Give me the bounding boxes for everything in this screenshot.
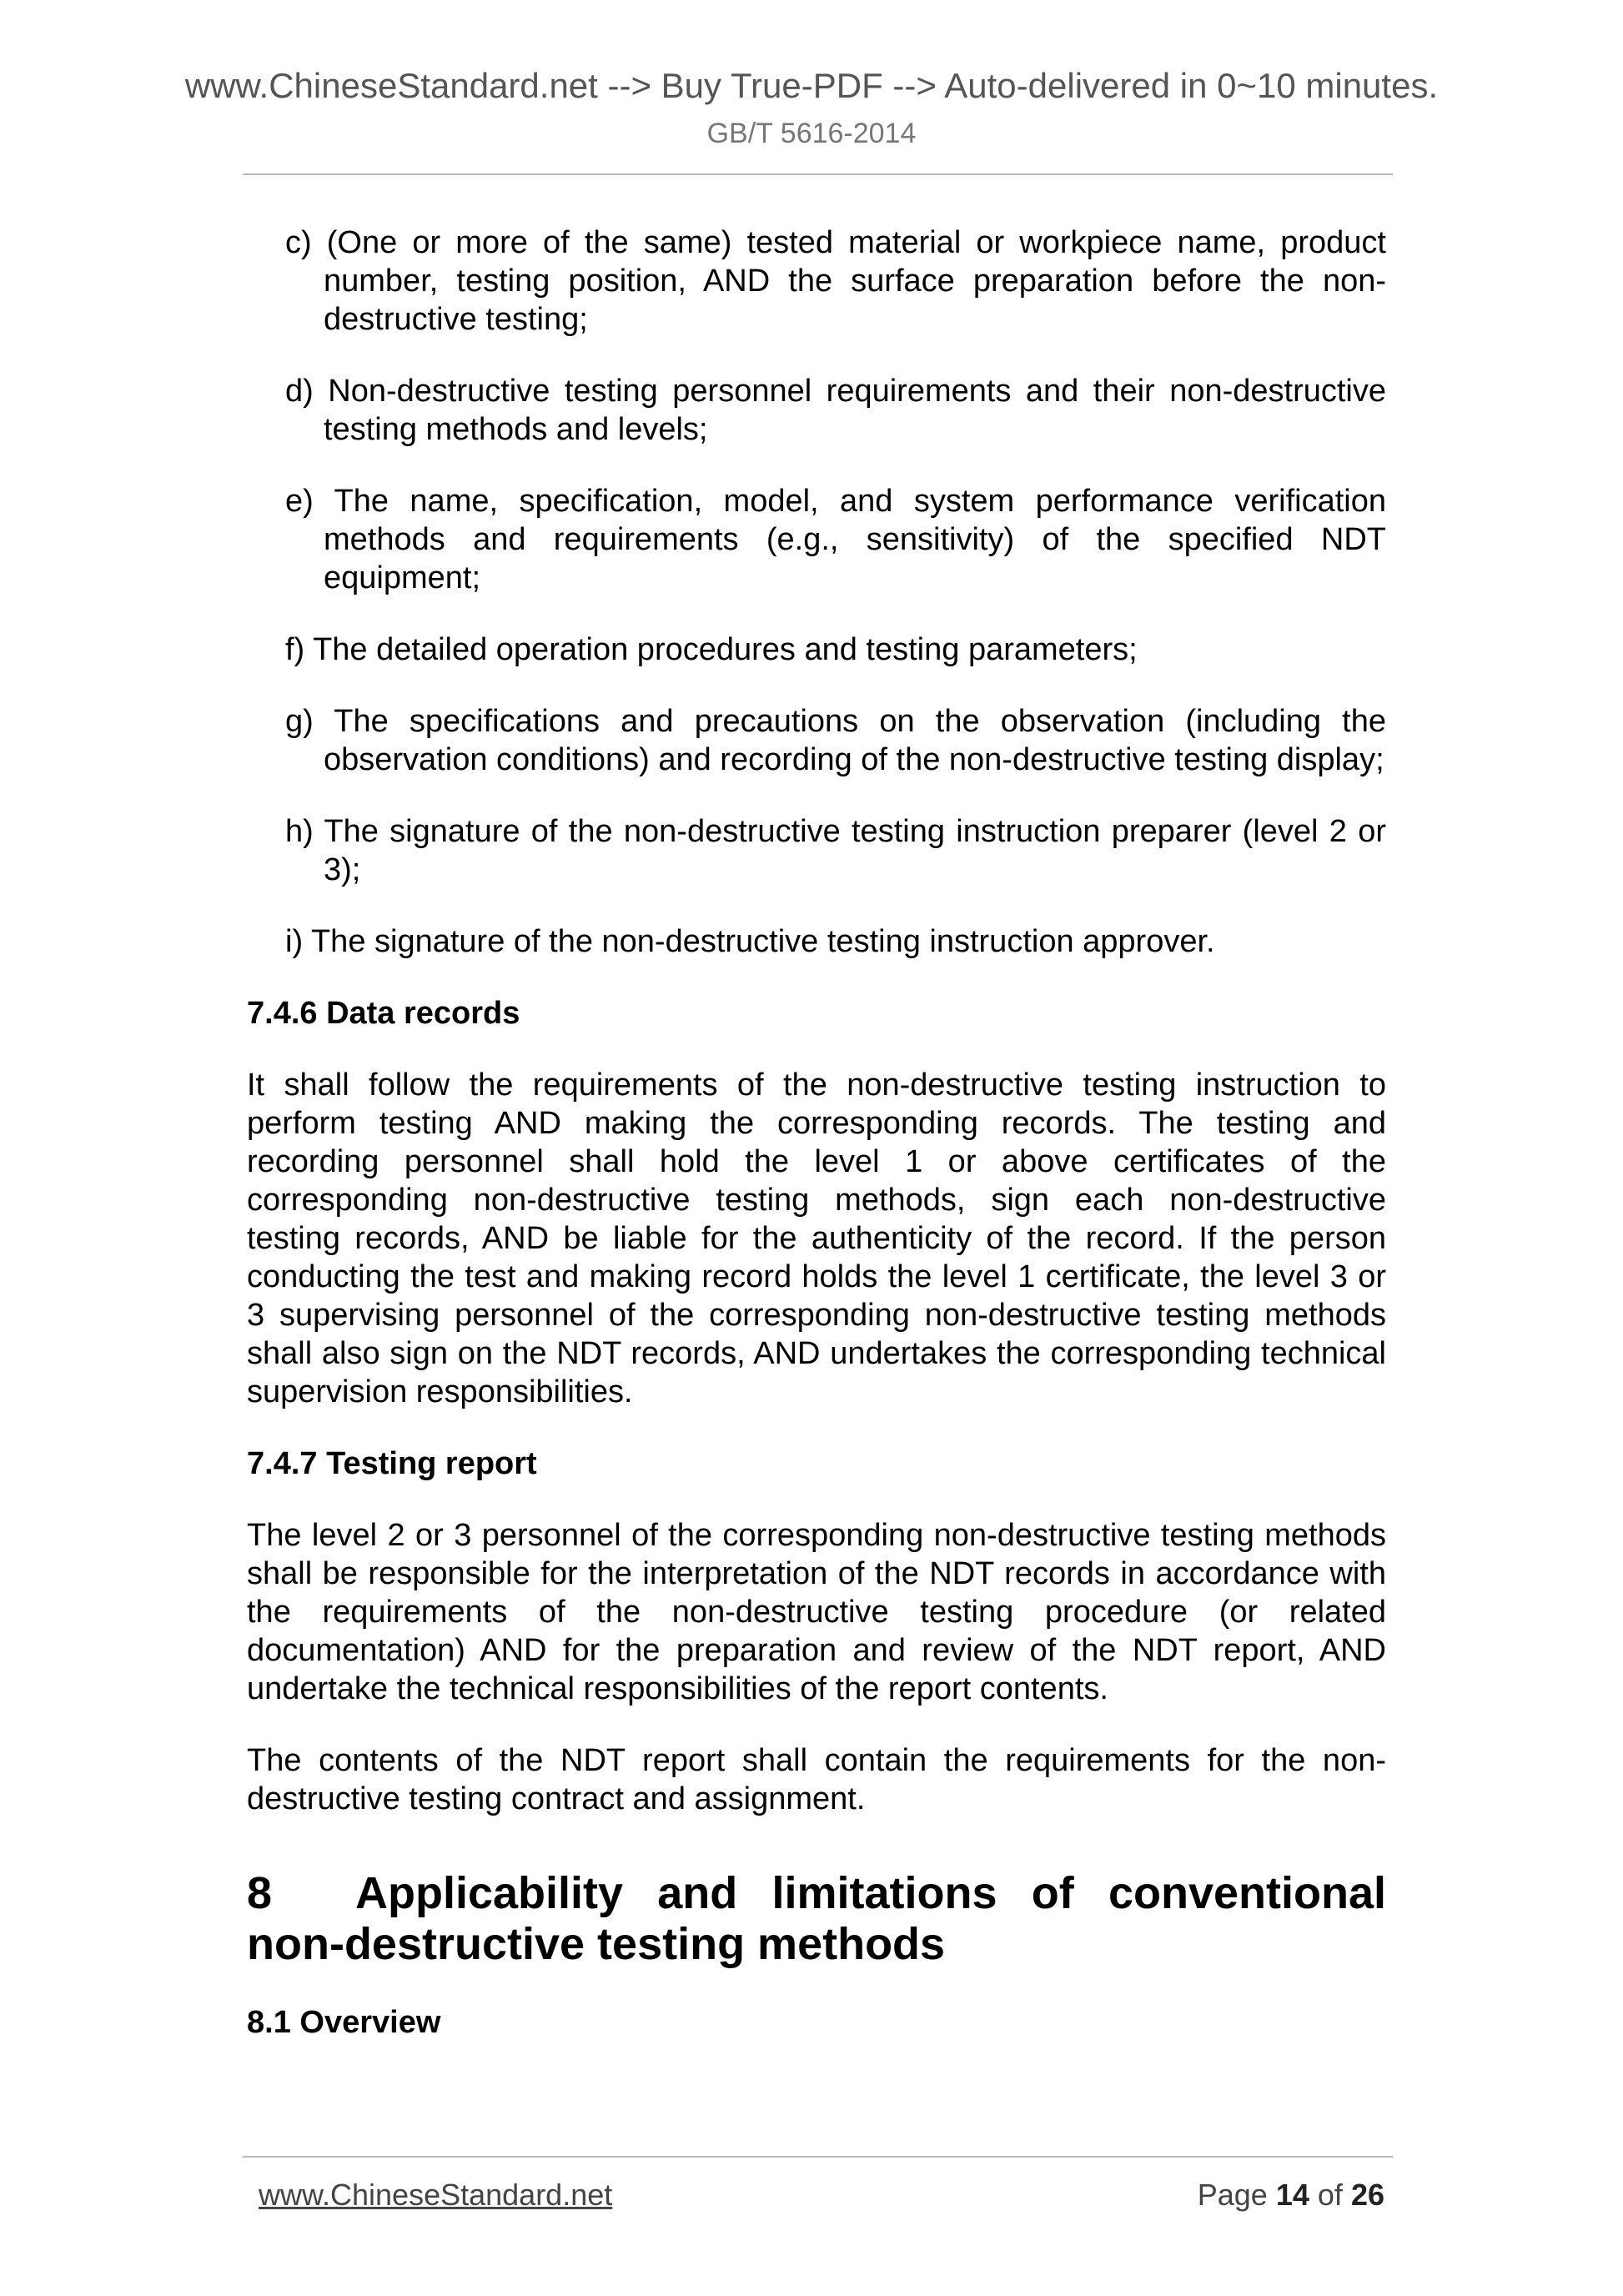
paragraph-testing-report-2: The contents of the NDT report shall contain the requirements for the non-destructive testing contract and assignment. xyxy=(247,1743,1386,1816)
paragraph-data-records: It shall follow the requirements of the non-destructive testing instruction to perform testing AND making the corresponding records. The testing and recording personnel shall hold the level 1 or above certificates of the corresponding non-destructive testing methods, sign each non-destructive testing records, AND be liable for the authenticity of the record. If the person conducting the test and making record holds the level 1 certificate, the level 3 or 3 supervising personnel of the corresponding non-destructive testing methods shall also sign on the NDT records, AND undertakes the corresponding technical supervision responsibilities. xyxy=(247,1068,1386,1409)
list-item-h: h) The signature of the non-destructive testing instruction preparer (level 2 or 3); xyxy=(285,814,1386,887)
paragraph-testing-report-1: The level 2 or 3 personnel of the corresponding non-destructive testing methods shall be responsible for the interpretation of the NDT records in accordance with the requirements of the non-destructive testing procedure (or related documentation) AND for the preparation and review of the NDT report, AND undertake the technical responsibilities of the report contents. xyxy=(247,1518,1386,1706)
list-item-i: i) The signature of the non-destructive testing instruction approver. xyxy=(285,924,1215,959)
section-heading-7-4-7: 7.4.7 Testing report xyxy=(247,1446,537,1481)
page-prefix: Page xyxy=(1197,2178,1268,2212)
footer-site-link[interactable]: www.ChineseStandard.net xyxy=(259,2178,613,2212)
page-number xyxy=(1198,2177,1384,2213)
list-item-e: e) The name, specification, model, and system performance verification methods and requirements (e.g., sensitivity) of the specified NDT equipment; xyxy=(285,484,1386,595)
page-current: 14 xyxy=(1275,2178,1309,2212)
section-heading-8-1: 8.1 Overview xyxy=(247,2005,441,2040)
page-of: of xyxy=(1317,2178,1343,2212)
list-item-c: c) (One or more of the same) tested material or workpiece name, product number, testing position, AND the surface preparation before the non-destructive testing; xyxy=(285,225,1386,337)
footer-divider xyxy=(243,2156,1393,2158)
header-banner: www.ChineseStandard.net --> Buy True-PDF --> Auto-delivered in 0~10 minutes. xyxy=(184,66,1439,105)
section-heading-7-4-6: 7.4.6 Data records xyxy=(247,996,520,1031)
list-item-f: f) The detailed operation procedures and testing parameters; xyxy=(285,632,1138,667)
page-content xyxy=(247,224,1386,2075)
list-item-d: d) Non-destructive testing personnel requirements and their non-destructive testing methods and levels; xyxy=(285,374,1386,447)
section-number-8: 8 xyxy=(247,1868,273,1918)
document-code: GB/T 5616-2014 xyxy=(706,118,917,149)
list-item-g: g) The specifications and precautions on the observation (including the observation conditions) and recording of the non-destructive testing display; xyxy=(285,704,1386,777)
page-total: 26 xyxy=(1350,2178,1384,2212)
section-title-8: Applicability and limitations of conventional non-destructive testing methods xyxy=(247,1868,1386,1969)
section-heading-8 xyxy=(247,1868,1386,1970)
header-divider xyxy=(243,173,1393,175)
